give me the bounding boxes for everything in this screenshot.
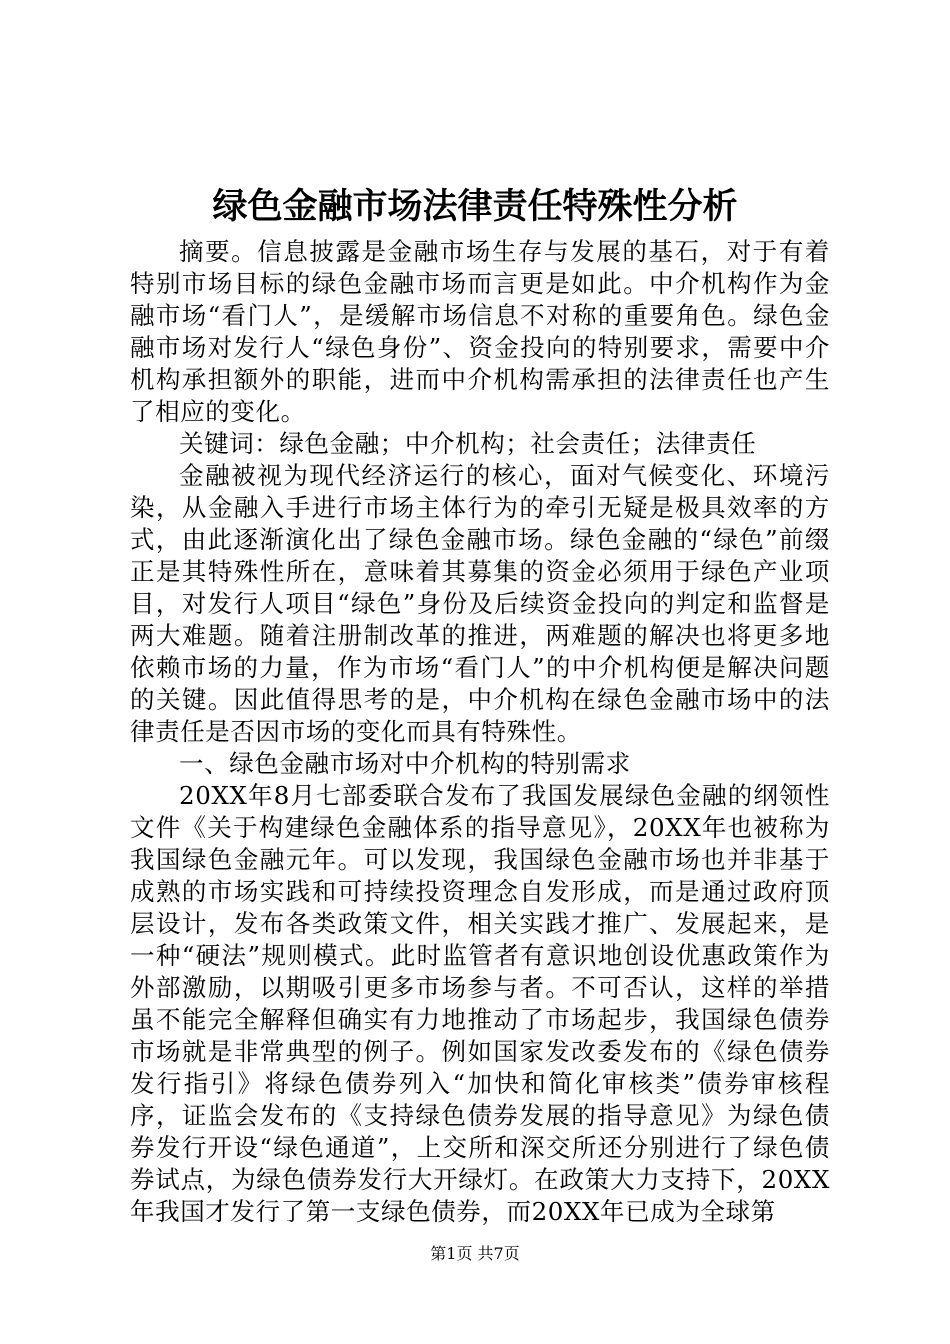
intro-paragraph: 金融被视为现代经济运行的核心，面对气候变化、环境污染，从金融入手进行市场主体行为的牵引无疑是极具效率的方式，由此逐渐演化出了绿色金融市场。绿色金融的“绿色”前缀正是其特殊性所在，意味着其募集的资金必须用于绿色产业项目，对发行人项目“绿色”身份及后续资金投向的判定和监督是两大难题。随着注册制改革的推进，两难题的解决也将更多地依赖市场的力量，作为市场“看门人”的中介机构便是解决问题的关键。因此值得思考的是，中介机构在绿色金融市场中的法律责任是否因市场的变化而具有特殊性。 xyxy=(130,461,830,746)
document-body xyxy=(130,236,830,1228)
document-title: 绿色金融市场法律责任特殊性分析 xyxy=(212,186,738,227)
page-footer: 第1页 共7页 xyxy=(430,1244,520,1263)
abstract-paragraph: 摘要。信息披露是金融市场生存与发展的基石，对于有着特别市场目标的绿色金融市场而言更是如此。中介机构作为金融市场“看门人”，是缓解市场信息不对称的重要角色。绿色金融市场对发行人“绿色身份”、资金投向的特别要求，需要中介机构承担额外的职能，进而中介机构需承担的法律责任也产生了相应的变化。 xyxy=(130,237,830,426)
section-paragraph: 20XX年8月七部委联合发布了我国发展绿色金融的纲领性文件《关于构建绿色金融体系的指导意见》，20XX年也被称为我国绿色金融元年。可以发现，我国绿色金融市场也并非基于成熟的市场实践和可持续投资理念自发形成，而是通过政府顶层设计，发布各类政策文件，相关实践才推广、发展起来，是一种“硬法”规则模式。此时监管者有意识地创设优惠政策作为外部激励，以期吸引更多市场参与者。不可否认，这样的举措虽不能完全解释但确实有力地推动了市场起步，我国绿色债券市场就是非常典型的例子。例如国家发改委发布的《绿色债券发行指引》将绿色债券列入“加快和简化审核类”债券审核程序，证监会发布的《支持绿色债券发展的指导意见》为绿色债券发行开设“绿色通道”，上交所和深交所还分别进行了绿色债券试点，为绿色债券发行大开绿灯。在政策大力支持下，20XX年我国才发行了第一支绿色债券，而20XX年已成为全球第 xyxy=(130,781,830,1226)
section-heading: 一、绿色金融市场对中介机构的特别需求 xyxy=(179,749,631,778)
keywords-paragraph: 关键词：绿色金融；中介机构；社会责任；法律责任 xyxy=(179,429,757,458)
